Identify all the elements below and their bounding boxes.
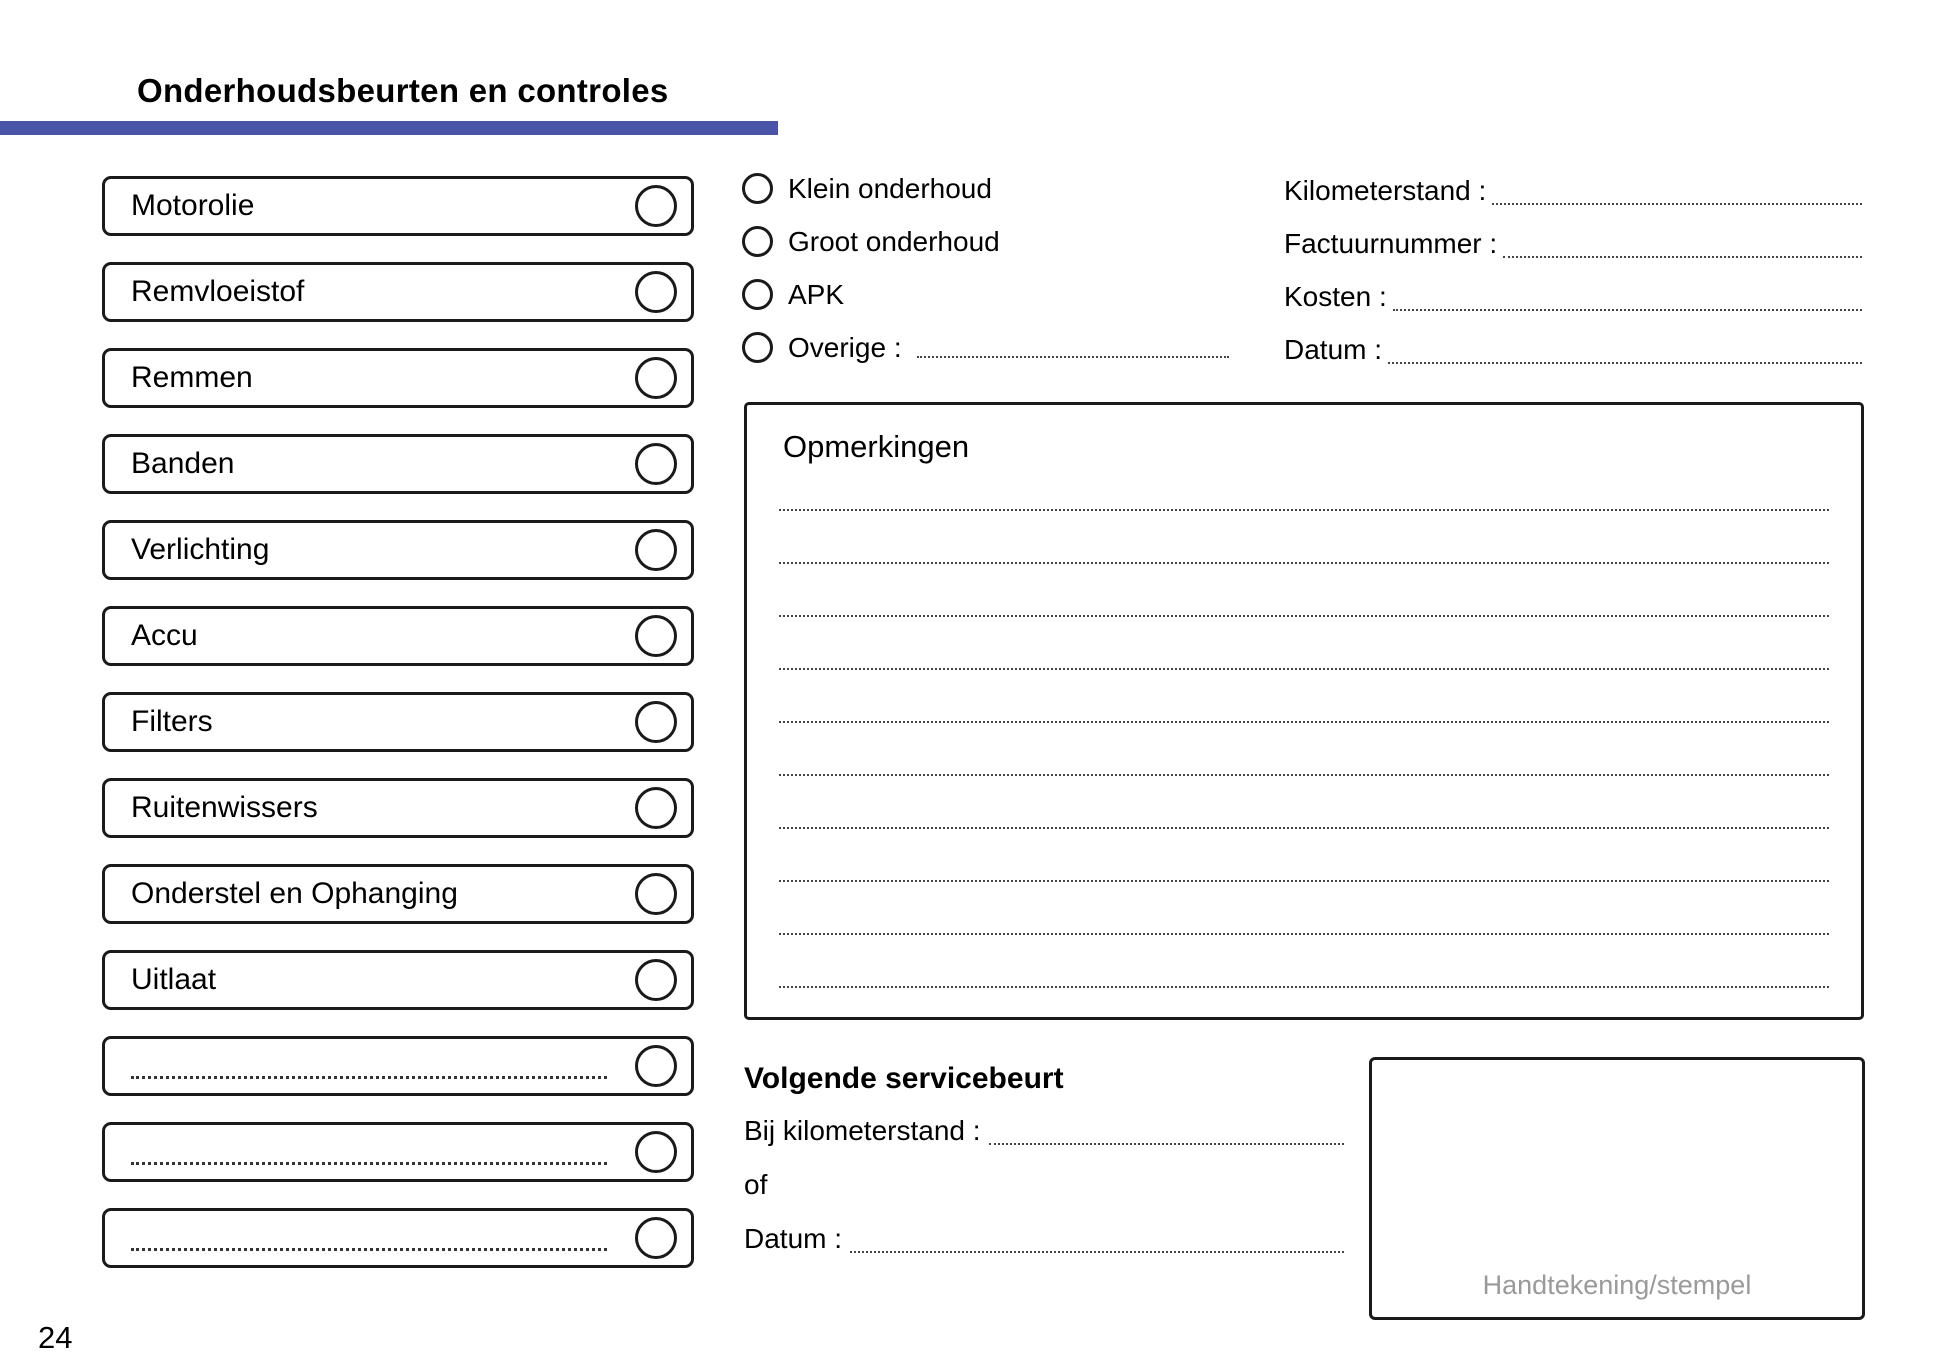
check-circle[interactable] xyxy=(635,1045,677,1087)
radio-circle[interactable] xyxy=(742,173,773,204)
next-service-date-label: Datum : xyxy=(744,1223,843,1254)
service-type-label: Klein onderhoud xyxy=(788,172,992,204)
field-label: Kilometerstand : xyxy=(1284,174,1487,206)
checklist-item-label: Remmen xyxy=(131,361,253,394)
field-fill-line[interactable] xyxy=(989,1117,1344,1145)
service-type-options xyxy=(742,170,1229,366)
check-circle[interactable] xyxy=(635,443,677,485)
radio-circle[interactable] xyxy=(742,279,773,310)
checklist-item-label: Filters xyxy=(131,705,213,738)
field-label: Kosten : xyxy=(1284,280,1387,312)
checklist-item-label: Accu xyxy=(131,619,198,652)
field-fill-line[interactable] xyxy=(850,1225,1344,1253)
field-datum xyxy=(1284,331,1862,368)
field-fill-line[interactable] xyxy=(1503,230,1862,258)
remarks-line xyxy=(779,564,1829,617)
remarks-line xyxy=(779,935,1829,988)
next-service-title: Volgende servicebeurt xyxy=(744,1062,1064,1095)
check-circle[interactable] xyxy=(635,615,677,657)
next-service-km-field xyxy=(744,1112,1344,1150)
checklist-item-label: Motorolie xyxy=(131,189,255,222)
checklist-item xyxy=(102,950,694,1010)
page-title: Onderhoudsbeurten en controles xyxy=(137,72,669,109)
radio-circle[interactable] xyxy=(742,332,773,363)
check-circle[interactable] xyxy=(635,1131,677,1173)
checklist-item xyxy=(102,692,694,752)
check-circle[interactable] xyxy=(635,787,677,829)
remarks-title: Opmerkingen xyxy=(783,429,970,464)
service-type-option xyxy=(742,223,1229,260)
field-fill-line[interactable] xyxy=(1393,283,1862,311)
check-circle[interactable] xyxy=(635,959,677,1001)
check-circle[interactable] xyxy=(635,1217,677,1259)
signature-label: Handtekening/stempel xyxy=(1482,1270,1752,1300)
checklist-item xyxy=(102,262,694,322)
remarks-line xyxy=(779,617,1829,670)
checklist-item-label: Remvloeistof xyxy=(131,275,305,308)
checklist-item-label: Banden xyxy=(131,447,235,480)
accent-bar xyxy=(0,121,778,135)
field-fill-line[interactable] xyxy=(1388,336,1862,364)
remarks-line xyxy=(779,882,1829,935)
checklist-item-label: Ruitenwissers xyxy=(131,791,318,824)
remarks-line xyxy=(779,829,1829,882)
remarks-line xyxy=(779,723,1829,776)
blank-fill-line[interactable] xyxy=(131,1226,607,1251)
remarks-line xyxy=(779,475,1829,511)
field-fill-line[interactable] xyxy=(1492,177,1862,205)
service-type-label: APK xyxy=(788,278,845,310)
service-type-option xyxy=(742,170,1229,207)
next-service-section xyxy=(744,1062,1344,1258)
remarks-lines[interactable] xyxy=(779,475,1829,988)
service-type-option xyxy=(742,329,1229,366)
next-service-or-row xyxy=(744,1166,1344,1204)
next-service-km-label: Bij kilometerstand : xyxy=(744,1115,981,1146)
field-label: Datum : xyxy=(1284,333,1383,365)
checklist-item xyxy=(102,778,694,838)
blank-fill-line[interactable] xyxy=(131,1054,607,1079)
page-number: 24 xyxy=(38,1320,73,1355)
checklist-item xyxy=(102,176,694,236)
service-type-option xyxy=(742,276,1229,313)
check-circle[interactable] xyxy=(635,873,677,915)
next-service-date-field xyxy=(744,1220,1344,1258)
field-kilometerstand xyxy=(1284,172,1862,209)
field-kosten xyxy=(1284,278,1862,315)
service-type-label: Overige : xyxy=(788,331,902,363)
check-circle[interactable] xyxy=(635,701,677,743)
checklist-item-blank xyxy=(102,1208,694,1268)
checklist-item xyxy=(102,520,694,580)
checklist-item-blank xyxy=(102,1036,694,1096)
remarks-line xyxy=(779,670,1829,723)
check-circle[interactable] xyxy=(635,271,677,313)
checklist-item-label: Onderstel en Ophanging xyxy=(131,877,458,910)
checklist-item xyxy=(102,434,694,494)
check-circle[interactable] xyxy=(635,357,677,399)
checklist-item-label: Verlichting xyxy=(131,533,270,566)
checklist-item-blank xyxy=(102,1122,694,1182)
check-circle[interactable] xyxy=(635,185,677,227)
remarks-box xyxy=(744,402,1864,1020)
radio-circle[interactable] xyxy=(742,226,773,257)
checklist-item-label: Uitlaat xyxy=(131,963,217,996)
field-factuurnummer xyxy=(1284,225,1862,262)
invoice-fields xyxy=(1284,172,1862,368)
remarks-line xyxy=(779,776,1829,829)
blank-fill-line[interactable] xyxy=(131,1140,607,1165)
checklist-item xyxy=(102,864,694,924)
field-label: Factuurnummer : xyxy=(1284,227,1498,259)
check-circle[interactable] xyxy=(635,529,677,571)
maintenance-checklist xyxy=(102,176,694,1268)
next-service-or-label: of xyxy=(744,1169,768,1200)
signature-box[interactable] xyxy=(1369,1057,1865,1320)
remarks-line xyxy=(779,511,1829,564)
overige-fill-line[interactable] xyxy=(917,330,1229,358)
service-type-label: Groot onderhoud xyxy=(788,225,1000,257)
checklist-item xyxy=(102,606,694,666)
checklist-item xyxy=(102,348,694,408)
